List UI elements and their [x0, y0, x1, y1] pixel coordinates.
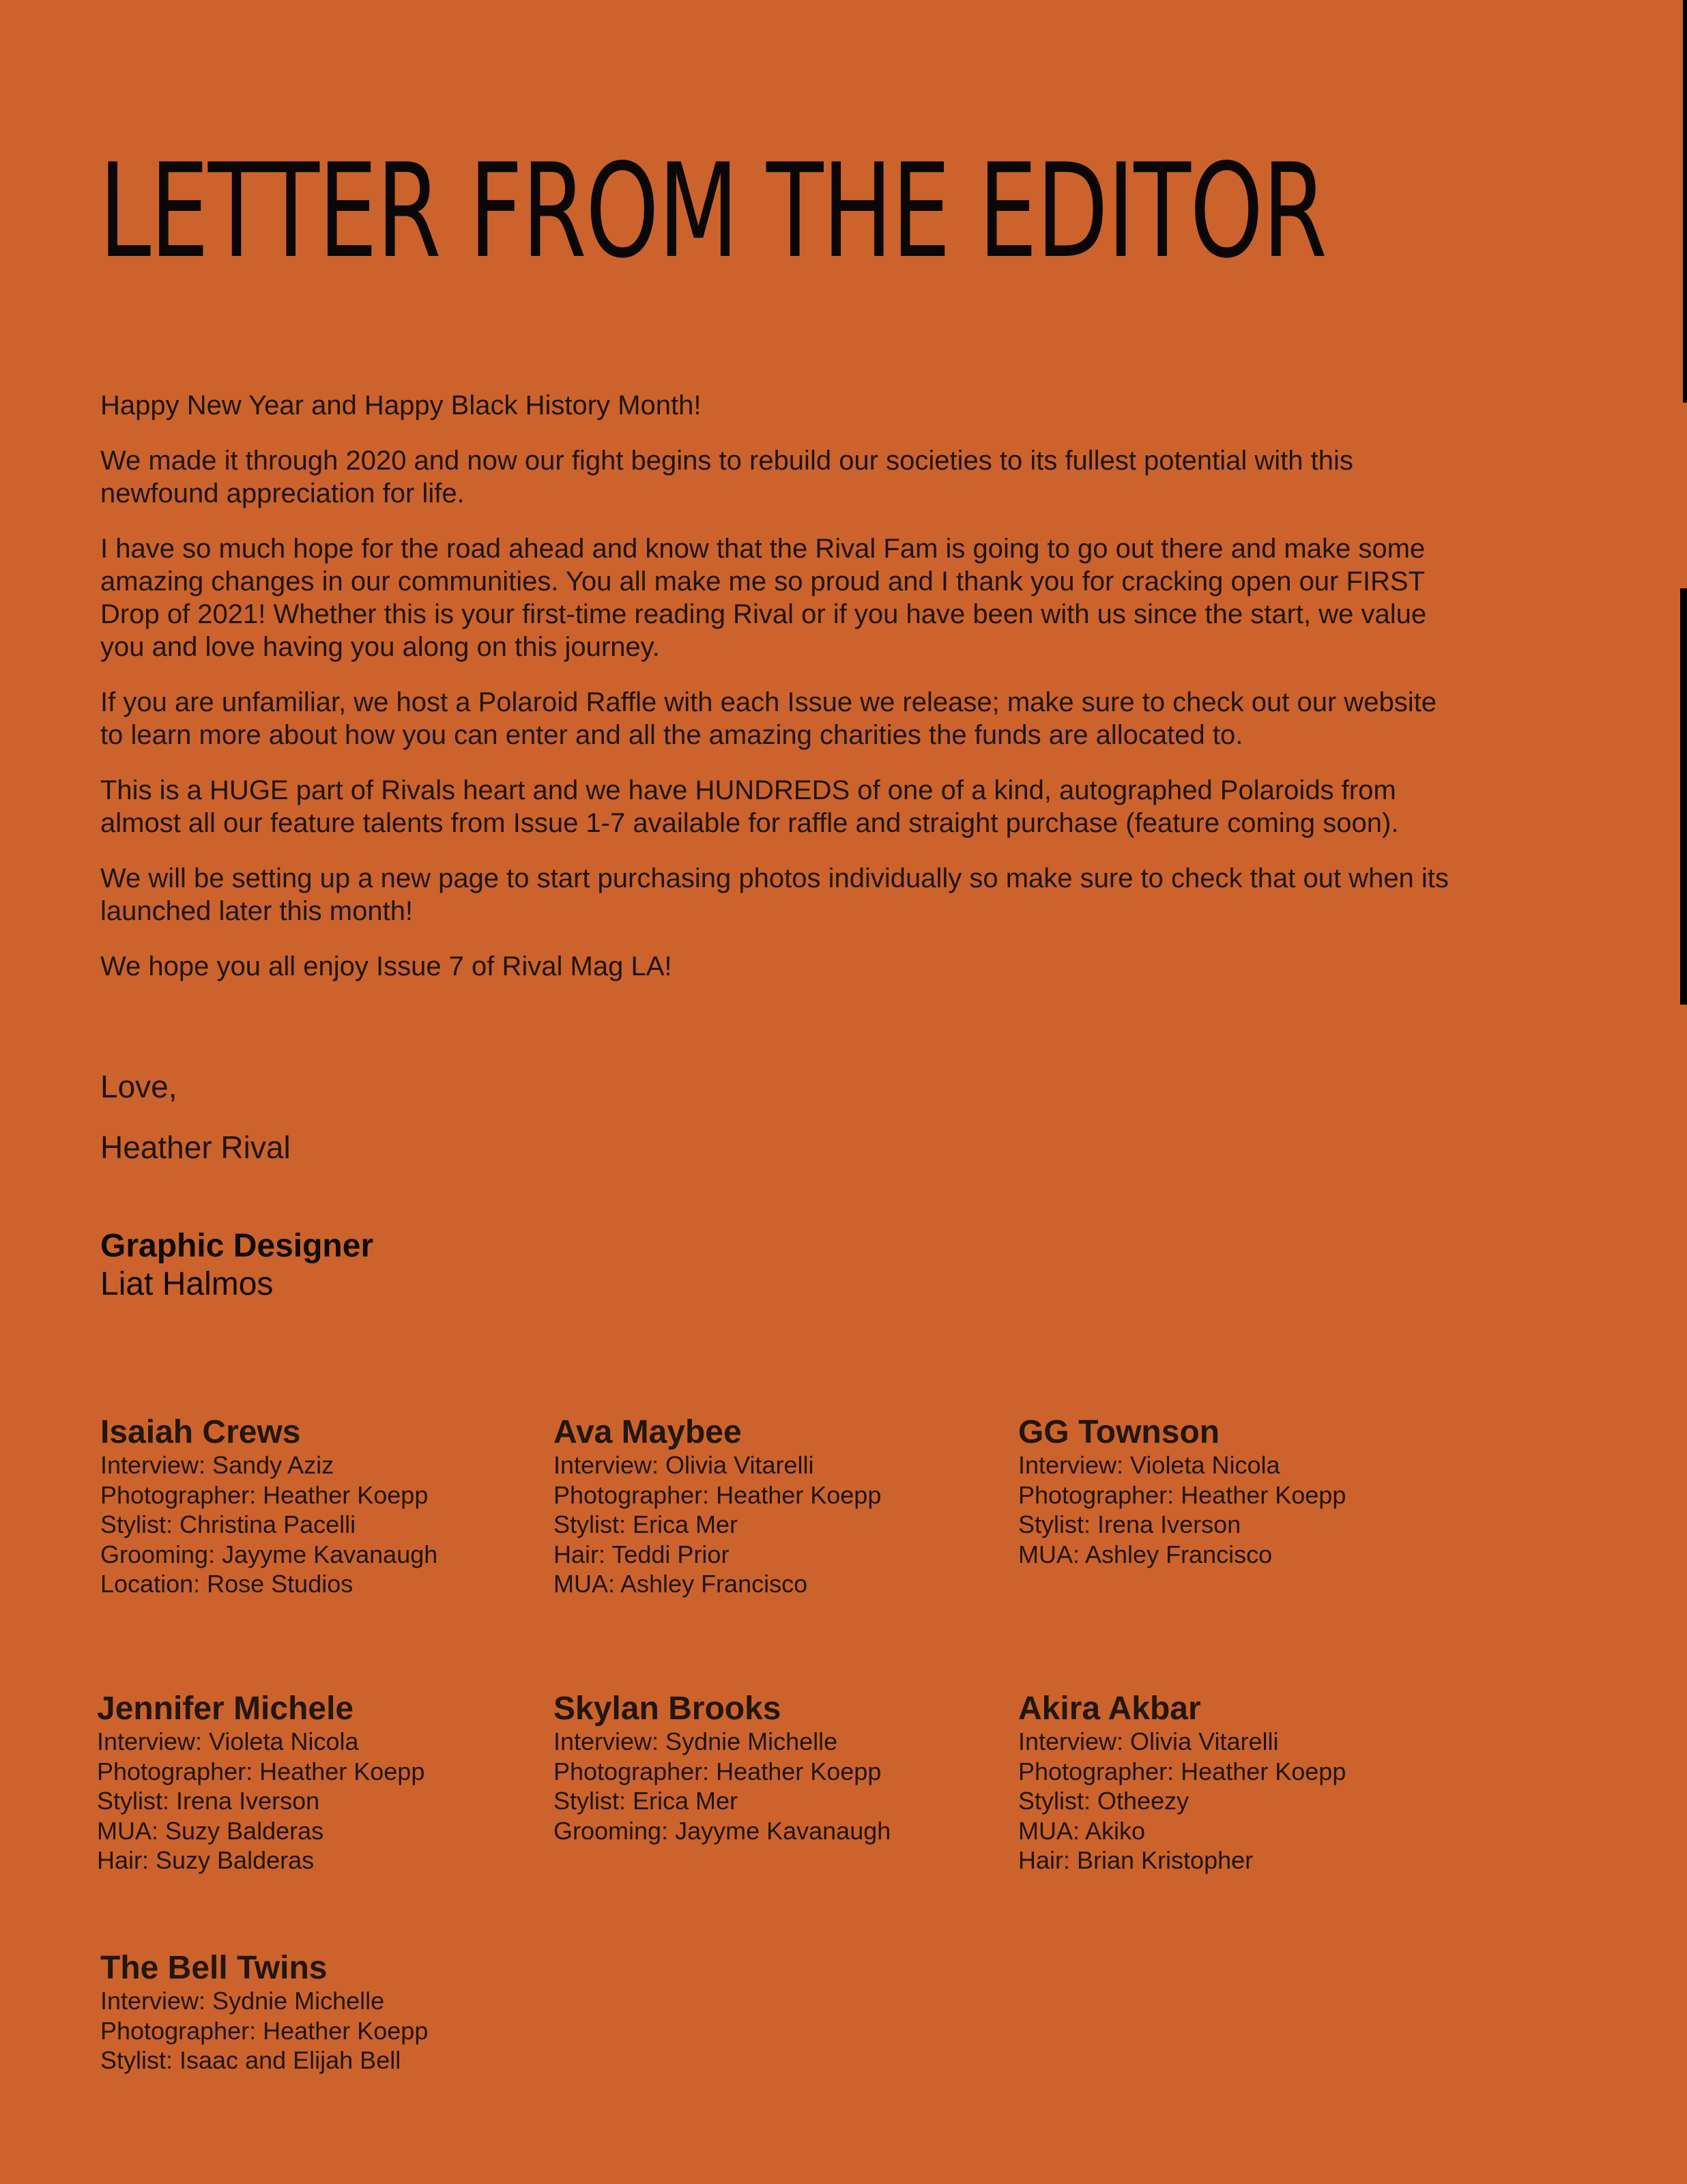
credit-block	[553, 1691, 891, 1845]
designer-name: Liat Halmos	[100, 1266, 274, 1302]
credit-line: Photographer: Heather Koepp	[97, 1757, 425, 1785]
letter-paragraph: This is a HUGE part of Rivals heart and we have HUNDREDS of one of a kind, autographed Polaroids from almost all our feature talents from Issue 1-7 available for raffle and straight purchase (feature coming soon).	[100, 775, 1399, 838]
edge-bar-top	[1683, 0, 1687, 403]
credit-line: Photographer: Heather Koepp	[553, 1757, 882, 1785]
credit-line: Stylist: Erica Mer	[553, 1510, 738, 1538]
credit-line: Hair: Teddi Prior	[553, 1540, 730, 1568]
designer-role: Graphic Designer	[100, 1228, 374, 1264]
letter-paragraph: We made it through 2020 and now our fight begins to rebuild our societies to its fullest potential with this newfound appreciation for life.	[100, 446, 1353, 508]
credit-line: Grooming: Jayyme Kavanaugh	[100, 1540, 438, 1568]
credit-line: Hair: Brian Kristopher	[1018, 1846, 1254, 1874]
letter-signature: Heather Rival	[100, 1130, 291, 1165]
credit-line: Stylist: Isaac and Elijah Bell	[100, 2046, 401, 2074]
credit-name: Ava Maybee	[553, 1414, 742, 1450]
credit-line: Stylist: Otheezy	[1018, 1787, 1189, 1815]
credit-line: Photographer: Heather Koepp	[553, 1480, 882, 1509]
credit-line: Interview: Violeta Nicola	[1018, 1451, 1280, 1479]
credit-line: MUA: Ashley Francisco	[553, 1570, 808, 1598]
credit-line: Stylist: Irena Iverson	[97, 1787, 320, 1815]
credit-block	[100, 1415, 437, 1599]
credit-name: Skylan Brooks	[553, 1691, 781, 1727]
credit-name: Akira Akbar	[1018, 1691, 1201, 1727]
credit-line: Interview: Sandy Aziz	[100, 1451, 334, 1479]
credit-line: Interview: Sydnie Michelle	[100, 1987, 385, 2015]
credit-block	[97, 1691, 424, 1876]
page-title: LETTER FROM THE EDITOR	[99, 136, 1327, 287]
credit-line: MUA: Ashley Francisco	[1018, 1540, 1273, 1568]
credit-name: Isaiah Crews	[100, 1414, 301, 1450]
credit-line: Photographer: Heather Koepp	[1018, 1757, 1346, 1785]
letter-paragraph: We hope you all enjoy Issue 7 of Rival Mag LA!	[100, 951, 672, 981]
credit-line: Hair: Suzy Balderas	[97, 1846, 315, 1874]
letter-paragraph: I have so much hope for the road ahead and know that the Rival Fam is going to go out there and make some amazing changes in our communities. You all make me so proud and I thank you for cracking open our FIRST Drop of 2021! Whether this is your first-time reading Rival or if you have been with us since the start, we value you and love having you along on this journey.	[100, 534, 1427, 662]
letter-paragraph: Happy New Year and Happy Black History Month!	[100, 390, 702, 420]
credit-block	[100, 1951, 428, 2075]
credit-line: Photographer: Heather Koepp	[100, 2016, 429, 2045]
letter-paragraph: We will be setting up a new page to start purchasing photos individually so make sure to check that out when its launched later this month!	[100, 863, 1449, 926]
credit-name: GG Townson	[1018, 1414, 1220, 1450]
credit-line: Photographer: Heather Koepp	[100, 1480, 429, 1509]
credit-name: The Bell Twins	[100, 1950, 328, 1986]
letter-paragraph: If you are unfamiliar, we host a Polaroid Raffle with each Issue we release; make sure to check out our website to learn more about how you can enter and all the amazing charities the funds are allocated to.	[100, 687, 1437, 750]
credit-block	[1018, 1691, 1346, 1876]
credit-line: MUA: Suzy Balderas	[97, 1816, 324, 1845]
credit-line: Photographer: Heather Koepp	[1018, 1480, 1346, 1509]
credit-line: Grooming: Jayyme Kavanaugh	[553, 1816, 891, 1845]
credit-line: Location: Rose Studios	[100, 1570, 354, 1598]
editor-letter	[100, 389, 1465, 1005]
credit-line: Interview: Olivia Vitarelli	[553, 1451, 814, 1479]
credit-block	[1018, 1415, 1346, 1569]
credit-line: Interview: Sydnie Michelle	[553, 1727, 838, 1755]
credit-line: Stylist: Irena Iverson	[1018, 1510, 1241, 1538]
credit-line: Stylist: Erica Mer	[553, 1787, 738, 1815]
credit-block	[553, 1415, 881, 1599]
credit-line: Interview: Olivia Vitarelli	[1018, 1727, 1279, 1755]
credit-line: MUA: Akiko	[1018, 1816, 1146, 1845]
designer-credit	[100, 1227, 373, 1304]
credit-line: Stylist: Christina Pacelli	[100, 1510, 356, 1538]
letter-closing: Love,	[100, 1069, 177, 1104]
credit-name: Jennifer Michele	[97, 1691, 354, 1727]
credit-line: Interview: Violeta Nicola	[97, 1727, 359, 1755]
edge-bar-middle	[1680, 588, 1687, 1005]
